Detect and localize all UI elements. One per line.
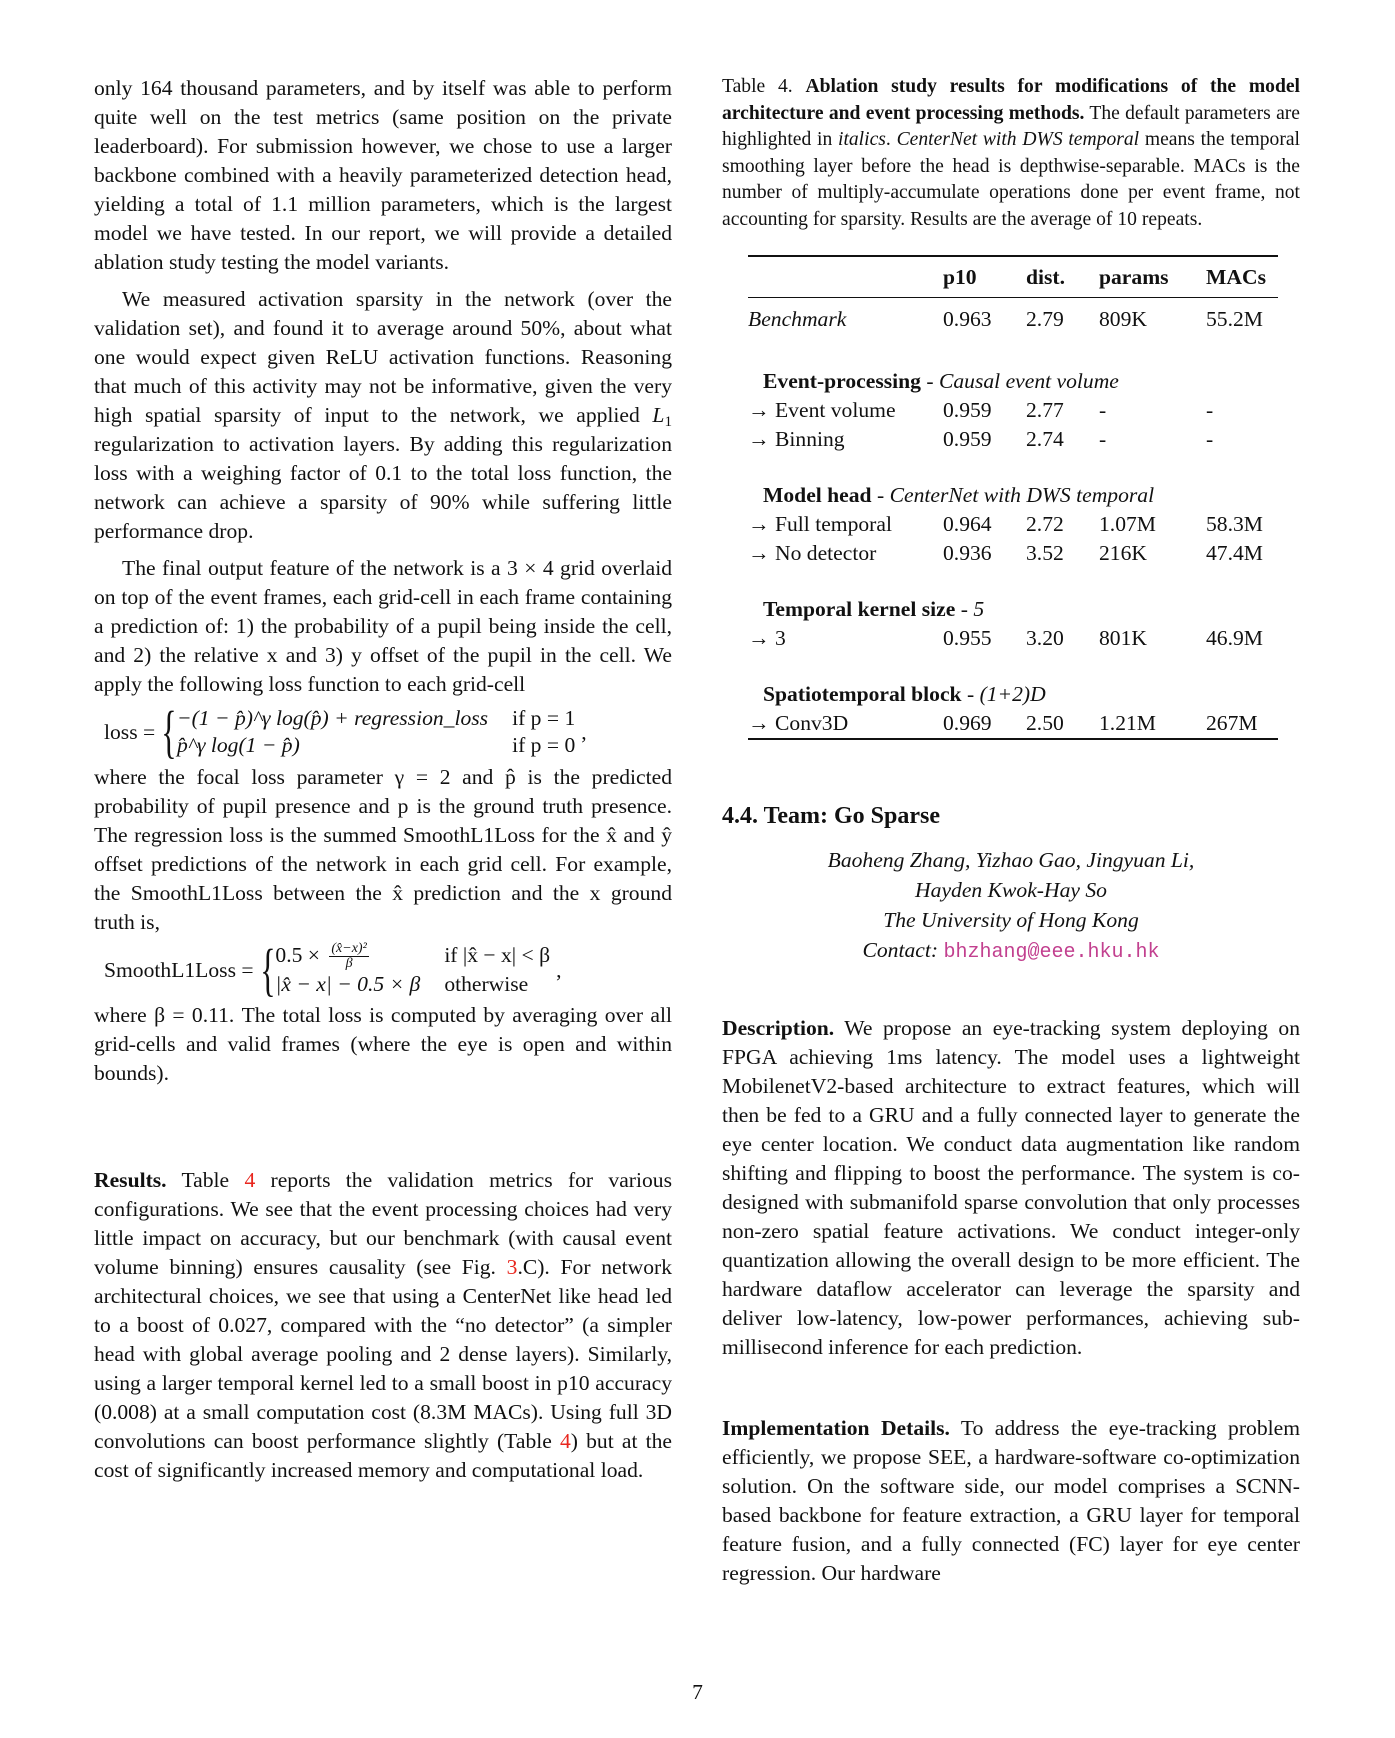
right-column	[722, 74, 1300, 1588]
smoothl1-case-1-expr: 0.5 × $\frac{\text{(x̂−x)²}}{\beta}$	[275, 941, 367, 972]
cell-label: → Conv3D	[748, 711, 849, 735]
table-group-header: Temporal kernel size - 5	[763, 597, 985, 621]
cell-p10: 0.959	[943, 427, 992, 451]
header-cell: p10	[943, 264, 977, 289]
paragraph-output-grid: The final output feature of the network is a 3 × 4 grid overlaid on top of the event frames, each grid-cell in each frame containing a prediction of: 1) the probability of a pupil being inside the cell, and 2) the relative x and 3) y offset of the pupil in the cell. We apply the following loss function to each grid-cell	[94, 556, 672, 696]
smoothl1-case-1-cond: if |x̂ − x| < β	[444, 942, 551, 967]
paragraph-implementation: Implementation Details. To address the eye-tracking problem efficiently, we propose SEE, a hardware-software co-optimization solution. On the software side, our model comprises a SCNN-based backbone for feature extraction, a GRU layer for temporal feature fusion, and a fully connected (FC) layer for eye center regression. Our hardware	[722, 1416, 1300, 1585]
cell-params: -	[1099, 398, 1107, 422]
loss-equation: loss = { −(1 − p̂)^γ log(p̂) + regression_loss if p = 1 p̂^γ log(1 − p̂) if p = 0 ,	[104, 699, 587, 764]
loss-case-2-cond: if p = 0	[512, 733, 576, 757]
table-groups	[748, 367, 1278, 739]
header-cell: params	[1099, 264, 1169, 289]
cell-label: → Binning	[748, 427, 845, 451]
cell-macs: 267M	[1206, 711, 1258, 735]
results-heading: Results.	[94, 1168, 167, 1192]
left-brace: {	[161, 699, 177, 764]
smoothl1-case-2-expr: |x̂ − x| − 0.5 × β	[275, 972, 421, 997]
smoothl1-equation: SmoothL1Loss = { 0.5 × $\frac{\text{(x̂−x)²}}{\beta}$ if |x̂ − x| < β |x̂ − x| − 0.5 × β otherwise ,	[104, 937, 562, 1002]
cell-macs: -	[1206, 427, 1214, 451]
table-4-caption: Table 4. Ablation study results for modifications of the model architecture and event processing methods. The default parameters are highlighted in italics. CenterNet with DWS temporal means the temporal smoothing layer before the head is depthwise-separable. MACs is the number of multiply-accumulate operations done per event frame, not accounting for sparsity. Results are the average of 10 repeats.	[722, 76, 1301, 230]
cell-macs: 58.3M	[1206, 512, 1263, 536]
cell-macs: 47.4M	[1206, 541, 1263, 565]
table-4-link[interactable]: 4	[244, 1168, 256, 1192]
group-title: Spatiotemporal block	[763, 682, 962, 706]
table-group-header: Model head - CenterNet with DWS temporal	[763, 483, 1155, 507]
description-heading: Description.	[722, 1016, 835, 1040]
cell-p10: 0.959	[943, 398, 992, 422]
author-block	[722, 845, 1300, 968]
implementation-heading: Implementation Details.	[722, 1416, 950, 1440]
left-column	[94, 74, 672, 1485]
cell-params: -	[1099, 427, 1107, 451]
paragraph-sparsity: We measured activation sparsity in the network (over the validation set), and found it to average around 50%, about what one would expect given ReLU activation functions. Reasoning that much of this activity may not be informative, given the very high spatial sparsity of input to the network, we applied $L_1$ regularization to activation layers. By adding this regularization loss with a weighing factor of 0.1 to the total loss function, the network can achieve a sparsity of 90% while suffering little performance drop.	[94, 287, 672, 543]
group-default: Causal event volume	[938, 369, 1119, 393]
loss-case-2-expr: p̂^γ log(1 − p̂)	[177, 733, 300, 757]
authors-line-2: Hayden Kwok-Hay So	[915, 878, 1107, 902]
group-title: Event-processing	[763, 369, 921, 393]
cell-p10: 0.936	[943, 541, 992, 565]
table-row	[748, 396, 1278, 425]
smoothl1-case-2-cond: otherwise	[444, 972, 529, 997]
table-row	[748, 709, 1278, 739]
table-row-benchmark: Benchmark 0.963 2.79 809K 55.2M	[748, 306, 1263, 331]
header-cell: dist.	[1026, 264, 1066, 289]
paragraph-description: Description. We propose an eye-tracking system deploying on FPGA achieving 1ms latency. The model uses a lightweight MobilenetV2-based architecture to extract features, which will then be fed to a GRU and a fully connected layer to generate the eye center location. We conduct data augmentation like random shifting and flipping to boost the performance. The system is co-designed with submanifold sparse convolution that only processes non-zero spatial feature activations. We conduct integer-only quantization allowing the overall design to be more efficient. The hardware dataflow accelerator can leverage the sparsity and deliver low-latency, low-power performances, achieving sub-millisecond inference for each prediction.	[722, 1016, 1300, 1359]
left-brace: {	[259, 937, 276, 1002]
cell-dist: 2.74	[1026, 427, 1064, 451]
smoothl1-cases	[275, 942, 550, 999]
cell-dist: 2.72	[1026, 512, 1064, 536]
cell-label: → Event volume	[748, 398, 896, 422]
table-row	[748, 425, 1278, 454]
header-cell	[748, 256, 943, 298]
paragraph-model-size: only 164 thousand parameters, and by itself was able to perform quite well on the test metrics (same position on the private leaderboard). For submission however, we chose to use a larger backbone combined with a heavily parameterized detection head, yielding a total of 1.1 million parameters, which is the largest model we have tested. In our report, we will provide a detailed ablation study testing the model variants.	[94, 76, 672, 274]
group-default: (1+2)D	[979, 682, 1046, 706]
cell-macs: 46.9M	[1206, 626, 1263, 650]
cell-params: 1.21M	[1099, 711, 1156, 735]
cell-p10: 0.955	[943, 626, 992, 650]
ablation-table	[748, 255, 1278, 740]
cell-label: → 3	[748, 626, 786, 650]
cell-p10: 0.969	[943, 711, 992, 735]
cell-label: → No detector	[748, 541, 877, 565]
group-default: 5	[973, 597, 985, 621]
contact-email-link[interactable]: bhzhang@eee.hku.hk	[943, 941, 1160, 964]
section-heading: 4.4. Team: Go Sparse	[722, 803, 941, 829]
authors-line-1: Baoheng Zhang, Yizhao Gao, Jingyuan Li,	[827, 848, 1195, 872]
table-row	[748, 624, 1278, 653]
loss-case-1-cond: if p = 1	[512, 706, 576, 730]
paragraph-results: Results. Table 4 reports the validation metrics for various configurations. We see that the event processing choices had very little impact on accuracy, but our benchmark (with causal event volume binning) ensures causality (see Fig. 3.C). For network architectural choices, we see that using a CenterNet like head led to a boost of 0.027, compared with the “no detector” (a simpler head with global average pooling and 2 dense layers). Similarly, using a larger temporal kernel led to a small boost in p10 accuracy (0.008) at a small computation cost (8.3M MACs). Using full 3D convolutions can boost performance slightly (Table 4) but at the cost of significantly increased memory and computational load.	[94, 1168, 672, 1482]
group-default: CenterNet with DWS temporal	[889, 483, 1155, 507]
loss-case-1-expr: −(1 − p̂)^γ log(p̂) + regression_loss	[177, 706, 489, 730]
contact: Contact: bhzhang@eee.hku.hk	[862, 938, 1160, 964]
cell-dist: 3.52	[1026, 541, 1064, 565]
cell-p10: 0.964	[943, 512, 992, 536]
paragraph-beta: where β = 0.11. The total loss is computed by averaging over all grid-cells and valid frames (where the eye is open and within bounds).	[94, 1003, 672, 1085]
cell-label: → Full temporal	[748, 512, 892, 536]
loss-cases	[177, 705, 575, 759]
cell-params: 216K	[1099, 541, 1147, 565]
header-cell: MACs	[1206, 264, 1266, 289]
group-title: Temporal kernel size	[763, 597, 956, 621]
fraction: $\frac{\text{(x̂−x)²}}{\beta}$	[331, 941, 367, 972]
table-row	[748, 510, 1278, 539]
figure-3-link[interactable]: 3	[506, 1255, 518, 1279]
cell-dist: 2.50	[1026, 711, 1064, 735]
cell-dist: 2.77	[1026, 398, 1064, 422]
table-row	[748, 539, 1278, 568]
table-group-header: Event-processing - Causal event volume	[763, 369, 1119, 393]
cell-params: 801K	[1099, 626, 1147, 650]
table-header-row	[748, 256, 1278, 298]
cell-dist: 3.20	[1026, 626, 1064, 650]
cell-params: 1.07M	[1099, 512, 1156, 536]
cell-macs: -	[1206, 398, 1214, 422]
page-number: 7	[692, 1680, 703, 1704]
paragraph-focal-loss: where the focal loss parameter γ = 2 and p̂ is the predicted probability of pupil presence and p is the ground truth presence. The regression loss is the summed SmoothL1Loss for the x̂ and ŷ offset predictions of the network in each grid cell. For example, the SmoothL1Loss between the x̂ prediction and the x ground truth is,	[94, 765, 672, 934]
table-group-header: Spatiotemporal block - (1+2)D	[763, 682, 1046, 706]
table-4-link[interactable]: 4	[559, 1429, 571, 1453]
affiliation: The University of Hong Kong	[883, 908, 1139, 932]
group-title: Model head	[763, 483, 872, 507]
